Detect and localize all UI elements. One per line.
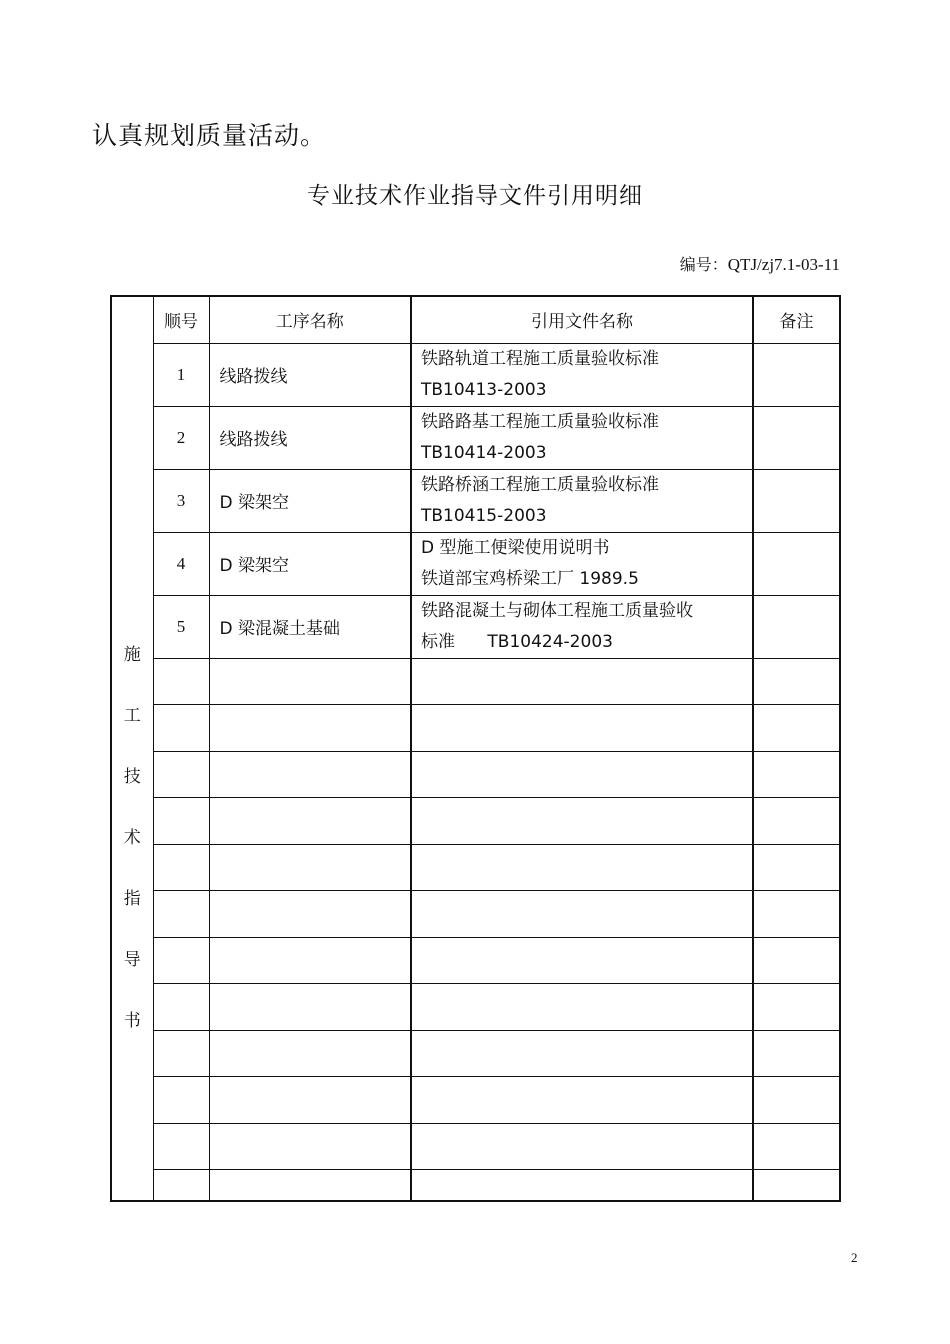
row-document: 铁路路基工程施工质量验收标准 TB10414-2003 bbox=[411, 406, 753, 469]
row-note bbox=[753, 406, 840, 469]
row-seq: 5 bbox=[153, 595, 209, 658]
empty-cell bbox=[411, 705, 753, 752]
empty-cell bbox=[411, 844, 753, 891]
table-row bbox=[111, 406, 840, 469]
document-number-label: 编号： bbox=[679, 255, 728, 274]
empty-cell bbox=[753, 891, 840, 938]
empty-cell bbox=[153, 705, 209, 752]
empty-table-row bbox=[111, 798, 840, 845]
empty-cell bbox=[411, 1030, 753, 1077]
row-seq: 1 bbox=[153, 343, 209, 406]
header-note: 备注 bbox=[753, 296, 840, 343]
document-number bbox=[680, 252, 840, 278]
header-seq: 顺号 bbox=[153, 296, 209, 343]
empty-table-row bbox=[111, 1123, 840, 1170]
empty-cell bbox=[209, 798, 411, 845]
row-process: 线路拨线 bbox=[209, 406, 411, 469]
empty-cell bbox=[209, 1170, 411, 1201]
empty-cell bbox=[209, 1030, 411, 1077]
empty-cell bbox=[153, 751, 209, 798]
empty-cell bbox=[209, 984, 411, 1031]
empty-cell bbox=[411, 937, 753, 984]
empty-cell bbox=[753, 1077, 840, 1124]
empty-cell bbox=[153, 1123, 209, 1170]
side-label: 施工技术指导书 bbox=[123, 644, 141, 1031]
table-row bbox=[111, 532, 840, 595]
row-document: 铁路混凝土与砌体工程施工质量验收 标准 TB10424-2003 bbox=[411, 595, 753, 658]
empty-cell bbox=[411, 1077, 753, 1124]
row-document: 铁路轨道工程施工质量验收标准 TB10413-2003 bbox=[411, 343, 753, 406]
empty-table-row bbox=[111, 658, 840, 705]
table-row bbox=[111, 469, 840, 532]
empty-cell bbox=[411, 658, 753, 705]
empty-cell bbox=[209, 658, 411, 705]
row-note bbox=[753, 595, 840, 658]
empty-cell bbox=[153, 891, 209, 938]
empty-cell bbox=[753, 1123, 840, 1170]
header-document: 引用文件名称 bbox=[411, 296, 753, 343]
lead-paragraph: 认真规划质量活动。 bbox=[92, 121, 327, 150]
row-process: D 梁架空 bbox=[209, 532, 411, 595]
empty-cell bbox=[209, 1123, 411, 1170]
empty-cell bbox=[411, 798, 753, 845]
empty-table-row bbox=[111, 705, 840, 752]
empty-cell bbox=[209, 1077, 411, 1124]
empty-table-row bbox=[111, 1030, 840, 1077]
row-note bbox=[753, 469, 840, 532]
empty-table-row bbox=[111, 844, 840, 891]
table-header-row bbox=[111, 296, 840, 343]
row-seq: 4 bbox=[153, 532, 209, 595]
empty-table-row bbox=[111, 1077, 840, 1124]
empty-cell bbox=[209, 937, 411, 984]
empty-cell bbox=[411, 891, 753, 938]
row-process: D 梁混凝土基础 bbox=[209, 595, 411, 658]
document-number-value: QTJ/zj7.1-03-11 bbox=[727, 255, 840, 274]
empty-cell bbox=[153, 1077, 209, 1124]
empty-cell bbox=[411, 1123, 753, 1170]
empty-cell bbox=[753, 798, 840, 845]
empty-cell bbox=[753, 658, 840, 705]
empty-table-row bbox=[111, 937, 840, 984]
empty-cell bbox=[753, 937, 840, 984]
empty-cell bbox=[153, 658, 209, 705]
empty-cell bbox=[753, 984, 840, 1031]
row-document: 铁路桥涵工程施工质量验收标准 TB10415-2003 bbox=[411, 469, 753, 532]
empty-cell bbox=[209, 705, 411, 752]
header-process: 工序名称 bbox=[209, 296, 411, 343]
empty-cell bbox=[209, 751, 411, 798]
empty-cell bbox=[753, 1170, 840, 1201]
empty-cell bbox=[753, 844, 840, 891]
row-process: D 梁架空 bbox=[209, 469, 411, 532]
empty-table-row bbox=[111, 751, 840, 798]
empty-cell bbox=[209, 844, 411, 891]
empty-cell bbox=[153, 1170, 209, 1201]
row-note bbox=[753, 343, 840, 406]
empty-cell bbox=[411, 984, 753, 1031]
row-note bbox=[753, 532, 840, 595]
empty-cell bbox=[209, 891, 411, 938]
empty-table-row bbox=[111, 891, 840, 938]
table-row bbox=[111, 343, 840, 406]
empty-table-row bbox=[111, 1170, 840, 1201]
empty-cell bbox=[153, 844, 209, 891]
table-row bbox=[111, 595, 840, 658]
empty-cell bbox=[753, 751, 840, 798]
row-seq: 3 bbox=[153, 469, 209, 532]
row-seq: 2 bbox=[153, 406, 209, 469]
empty-cell bbox=[753, 705, 840, 752]
empty-cell bbox=[753, 1030, 840, 1077]
empty-table-row bbox=[111, 984, 840, 1031]
empty-cell bbox=[153, 937, 209, 984]
row-process: 线路拨线 bbox=[209, 343, 411, 406]
side-label-cell bbox=[111, 296, 153, 1201]
empty-cell bbox=[411, 1170, 753, 1201]
empty-cell bbox=[153, 1030, 209, 1077]
row-document: D 型施工便梁使用说明书 铁道部宝鸡桥梁工厂 1989.5 bbox=[411, 532, 753, 595]
reference-table bbox=[110, 295, 841, 1202]
empty-cell bbox=[153, 984, 209, 1031]
empty-cell bbox=[153, 798, 209, 845]
page-number: 2 bbox=[851, 1250, 858, 1265]
empty-cell bbox=[411, 751, 753, 798]
page-title: 专业技术作业指导文件引用明细 bbox=[307, 183, 643, 209]
